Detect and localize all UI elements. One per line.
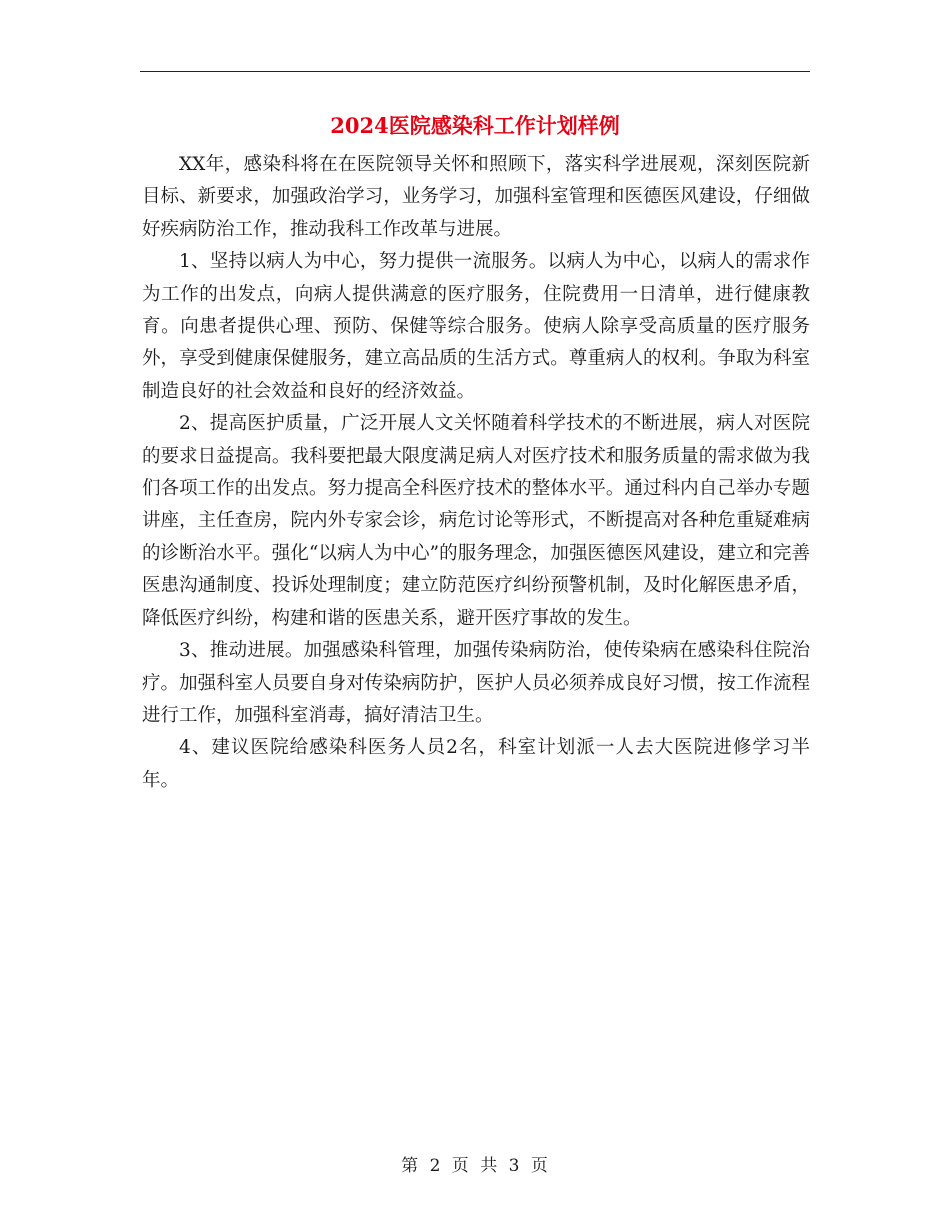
paragraph-intro: XX年，感染科将在在医院领导关怀和照顾下，落实科学进展观，深刻医院新目标、新要求，加强政治学习，业务学习，加强科室管理和医德医风建设，仔细做好疾病防治工作，推动我科工作改革与进展。 (142, 154, 810, 240)
paragraph-item-1: 1、坚持以病人为中心，努力提供一流服务。以病人为中心，以病人的需求作为工作的出发点，向病人提供满意的医疗服务，住院费用一日清单，进行健康教育。向患者提供心理、预防、保健等综合服务。使病人除享受高质量的医疗服务外，享受到健康保健服务，建立高品质的生活方式。尊重病人的权利。争取为科室制造良好的社会效益和良好的经济效益。 (142, 251, 810, 402)
document-body (142, 149, 810, 797)
page-number: 第 2 页 共 3 页 (401, 1156, 549, 1176)
header-rule (140, 71, 810, 72)
paragraph-item-4: 4、建议医院给感染科医务人员2名，科室计划派一人去大医院进修学习半年。 (142, 737, 810, 791)
paragraph-item-2: 2、提高医护质量，广泛开展人文关怀随着科学技术的不断进展，病人对医院的要求日益提高。我科要把最大限度满足病人对医疗技术和服务质量的需求做为我们各项工作的出发点。努力提高全科医疗技术的整体水平。通过科内自己举办专题讲座，主任查房，院内外专家会诊，病危讨论等形式，不断提高对各种危重疑难病的诊断治水平。强化“以病人为中心”的服务理念，加强医德医风建设，建立和完善医患沟通制度、投诉处理制度；建立防范医疗纠纷预警机制，及时化解医患矛盾，降低医疗纠纷，构建和谐的医患关系，避开医疗事故的发生。 (142, 413, 810, 629)
document-title: 2024医院感染科工作计划样例 (330, 113, 620, 138)
paragraph-item-3: 3、推动进展。加强感染科管理，加强传染病防治，使传染病在感染科住院治疗。加强科室人员要自身对传染病防护，医护人员必须养成良好习惯，按工作流程进行工作，加强科室消毒，搞好清洁卫生。 (142, 640, 810, 726)
